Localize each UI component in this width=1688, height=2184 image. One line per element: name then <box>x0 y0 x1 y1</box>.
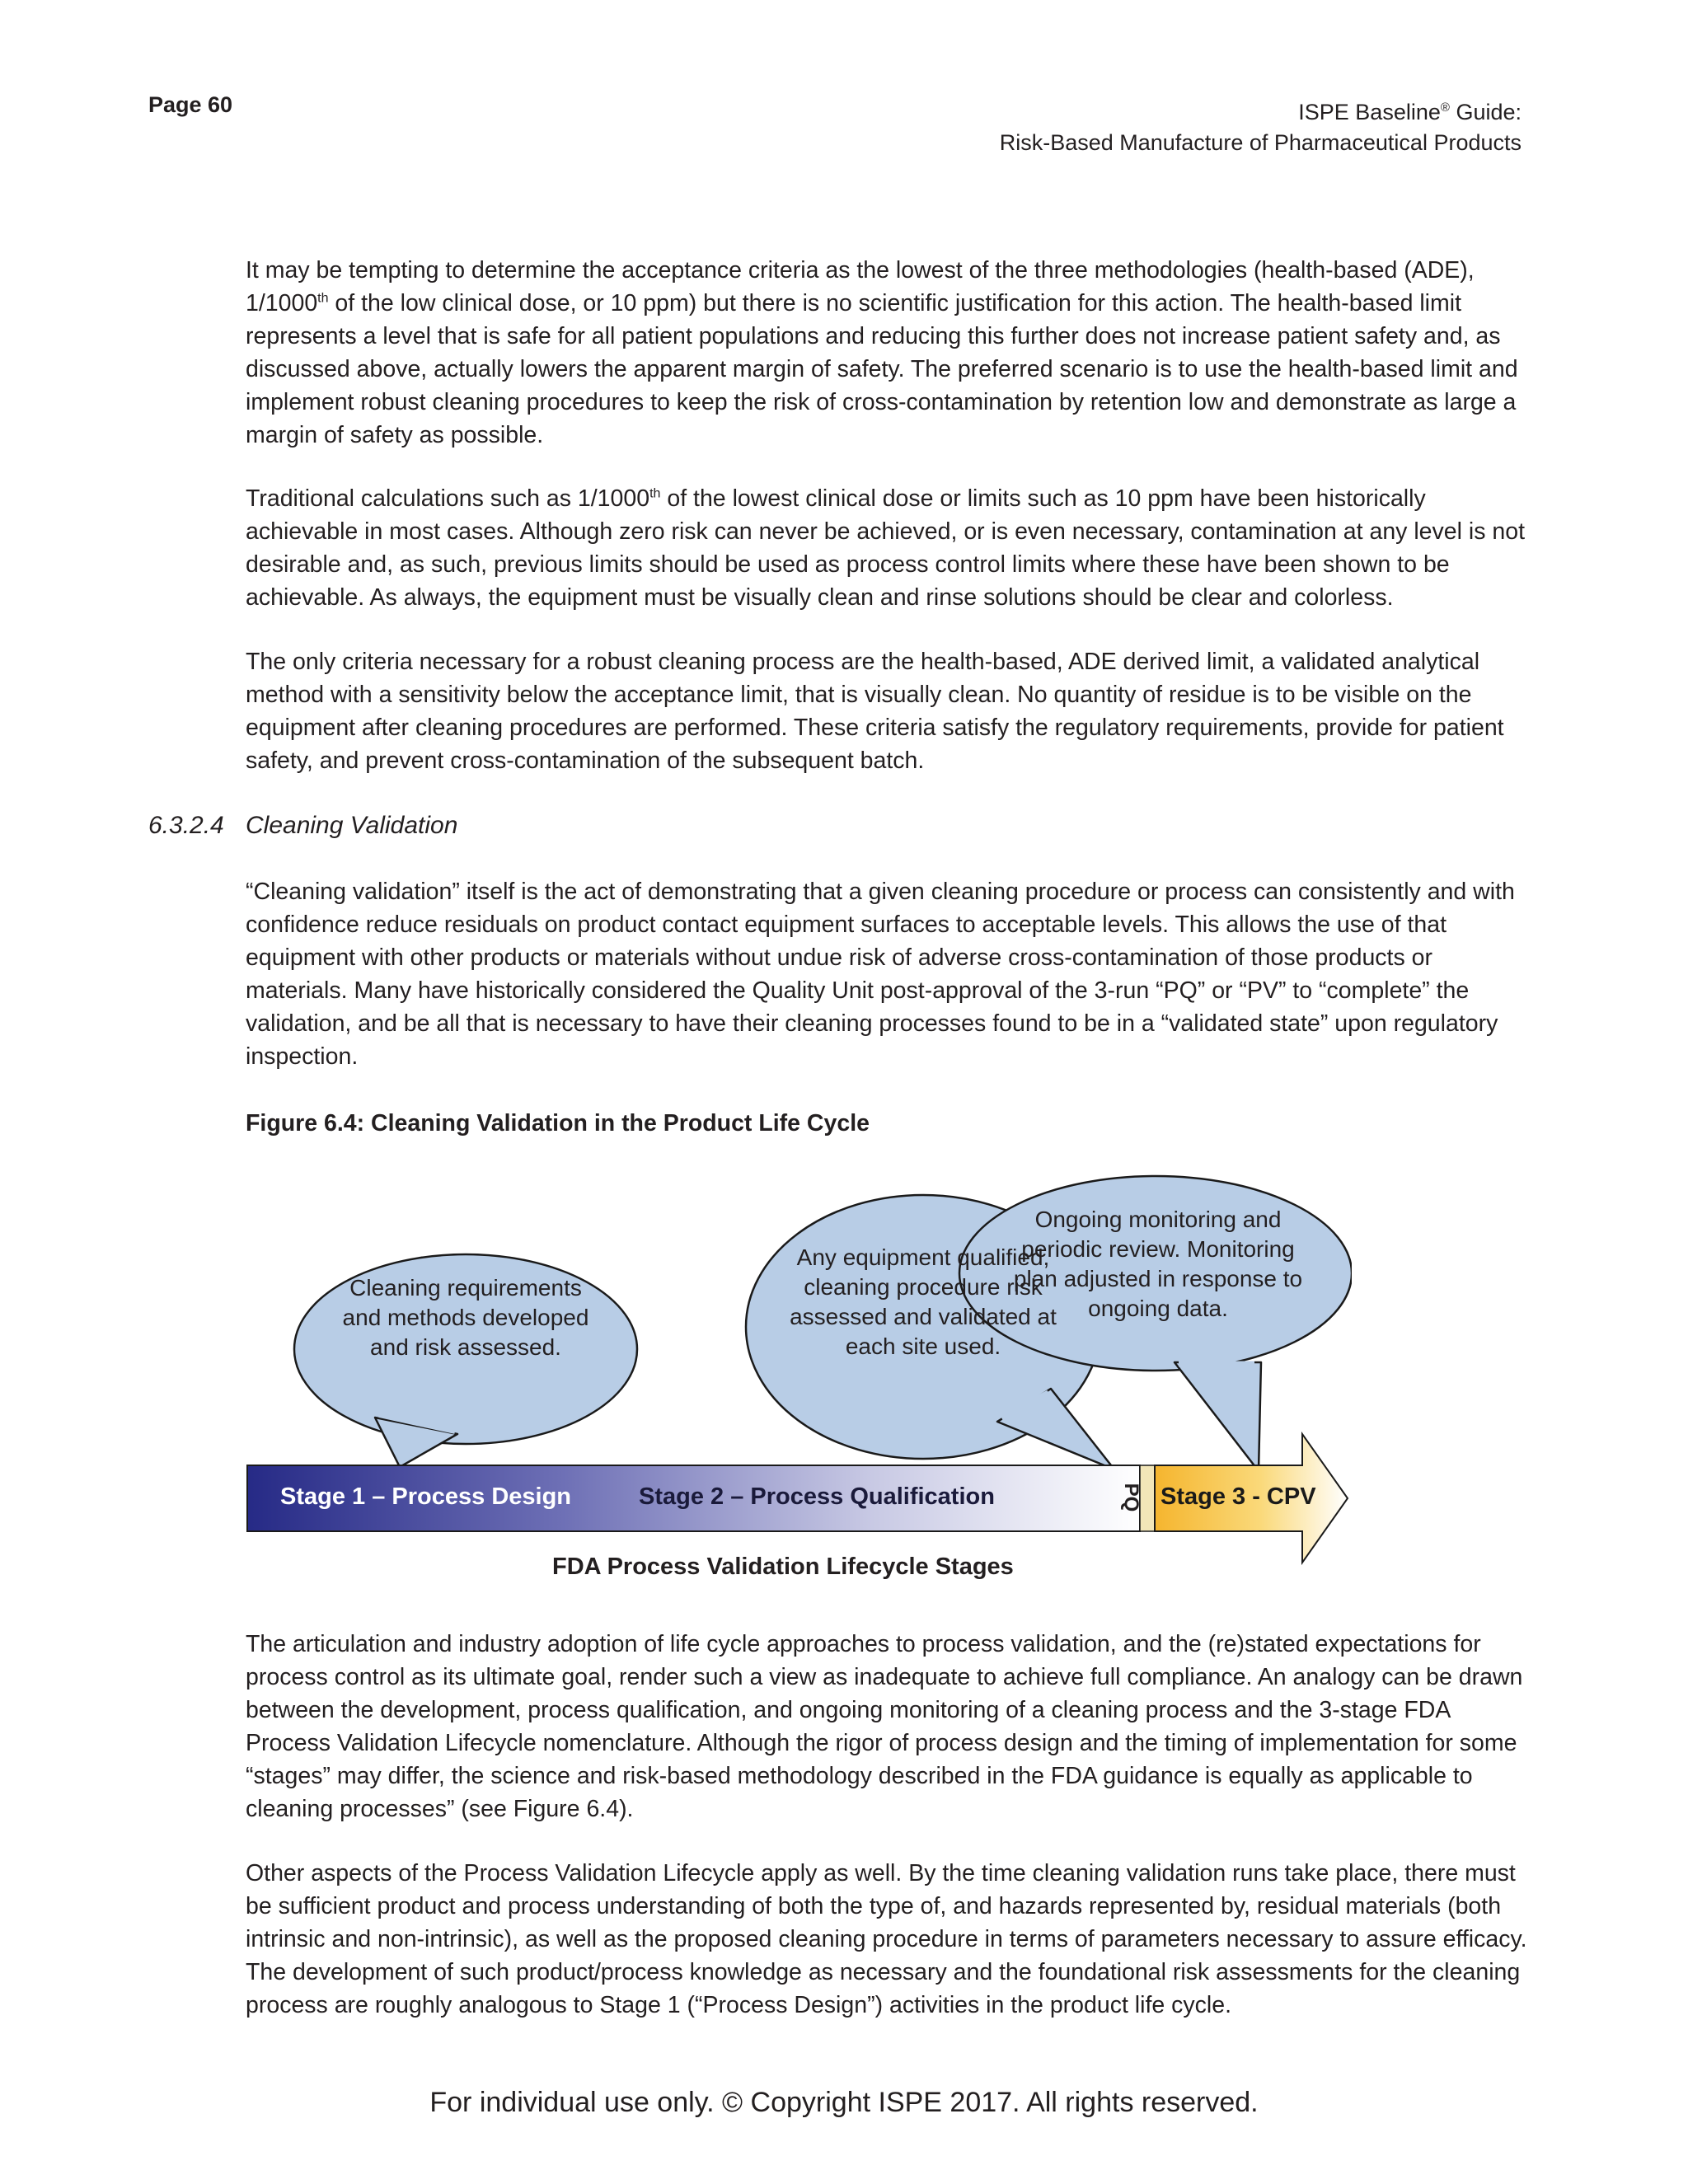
bubble-3-text: Ongoing monitoring and periodic review. Monitoring plan adjusted in response to ongoing data. <box>1013 1207 1303 1321</box>
guide-title-suffix: Guide: <box>1449 100 1522 124</box>
pq-label: PQ <box>1120 1483 1142 1512</box>
lifecycle-figure <box>239 1166 1352 1595</box>
paragraph-traditional-calculations: Traditional calculations such as 1/1000th of the lowest clinical dose or limits such as 10 ppm have been historically achievable in most cases. Although zero risk can never be achieved, or is even necessary, contamination at any level is not desirable and, as such, previous limits should be used as process control limits where these have been shown to be achievable. As always, the equipment must be visually clean and rinse solutions should be clear and colorless. <box>246 485 1525 611</box>
paragraph-other-aspects: Other aspects of the Process Validation Lifecycle apply as well. By the time cleaning validation runs take place, there must be sufficient product and process understanding of both the type of, and hazards represented by, residual materials (both intrinsic and non-intrinsic), as well as the proposed cleaning procedure in terms of parameters necessary to assure efficacy. The development of such product/process knowledge as necessary and the foundational risk assessments for the cleaning process are roughly analogous to Stage 1 (“Process Design”) activities in the product life cycle. <box>246 1860 1527 2018</box>
guide-title: ISPE Baseline <box>1298 100 1441 124</box>
section-title: Cleaning Validation <box>246 812 458 839</box>
stage-3-label: Stage 3 - CPV <box>1160 1483 1316 1510</box>
figure-footer-label: FDA Process Validation Lifecycle Stages <box>552 1554 1014 1580</box>
stage-1-label: Stage 1 – Process Design <box>280 1483 571 1510</box>
figure-caption: Figure 6.4: Cleaning Validation in the Product Life Cycle <box>246 1110 870 1137</box>
bubble-2-text: Any equipment qualified, cleaning procedure risk assessed and validated at each site used. <box>790 1244 1057 1359</box>
paragraph-life-cycle-approaches: The articulation and industry adoption of life cycle approaches to process validation, and the (re)stated expectations for process control as its ultimate goal, render such a view as inadequate to achieve full compliance. An analogy can be drawn between the development, process qualification, and ongoing monitoring of a cleaning process and the 3-stage FDA Process Validation Lifecycle nomenclature. Although the rigor of process design and the timing of implementation for some “stages” may differ, the science and risk-based methodology described in the FDA guidance is equally as applicable to cleaning processes” (see Figure 6.4). <box>246 1631 1523 1822</box>
section-heading <box>148 812 457 840</box>
page-number: Page 60 <box>148 92 233 117</box>
guide-subtitle: Risk-Based Manufacture of Pharmaceutical Products <box>999 130 1522 155</box>
running-header <box>1000 92 1522 158</box>
paragraph-robust-criteria: The only criteria necessary for a robust cleaning process are the health-based, ADE derived limit, a validated analytical method with a sensitivity below the acceptance limit, that is visually clean. No quantity of residue is to be visible on the equipment after cleaning procedures are performed. These criteria satisfy the regulatory requirements, provide for patient safety, and prevent cross-contamination of the subsequent batch. <box>246 649 1504 774</box>
paragraph-acceptance-criteria: It may be tempting to determine the acceptance criteria as the lowest of the three methodologies (health-based (ADE), 1/1000th of the low clinical dose, or 10 ppm) but there is no scientific justification for this action. The health-based limit represents a level that is safe for all patient populations and reducing this further does not increase patient safety and, as discussed above, actually lowers the apparent margin of safety. The preferred scenario is to use the health-based limit and implement robust cleaning procedures to keep the risk of cross-contamination by retention low and demonstrate as large a margin of safety as possible. <box>246 257 1518 448</box>
copyright-footer: For individual use only. © Copyright ISPE 2017. All rights reserved. <box>429 2087 1259 2118</box>
stage-2-label: Stage 2 – Process Qualification <box>639 1483 995 1510</box>
registered-mark: ® <box>1440 101 1450 115</box>
section-number: 6.3.2.4 <box>148 812 224 839</box>
bubble-3-tail <box>1175 1362 1261 1471</box>
paragraph-cleaning-validation: “Cleaning validation” itself is the act of demonstrating that a given cleaning procedure or process can consistently and with confidence reduce residuals on product contact equipment surfaces to acceptable levels. This allows the use of that equipment with other products or materials without undue risk of adverse cross-contamination of those products or materials. Many have historically considered the Quality Unit post-approval of the 3-run “PQ” or “PV” to “complete” the validation, and be all that is necessary to have their cleaning processes found to be in a “validated state” upon regulatory inspection. <box>246 879 1515 1070</box>
bubble-1-text: Cleaning requirements and methods developed and risk assessed. <box>342 1275 589 1360</box>
